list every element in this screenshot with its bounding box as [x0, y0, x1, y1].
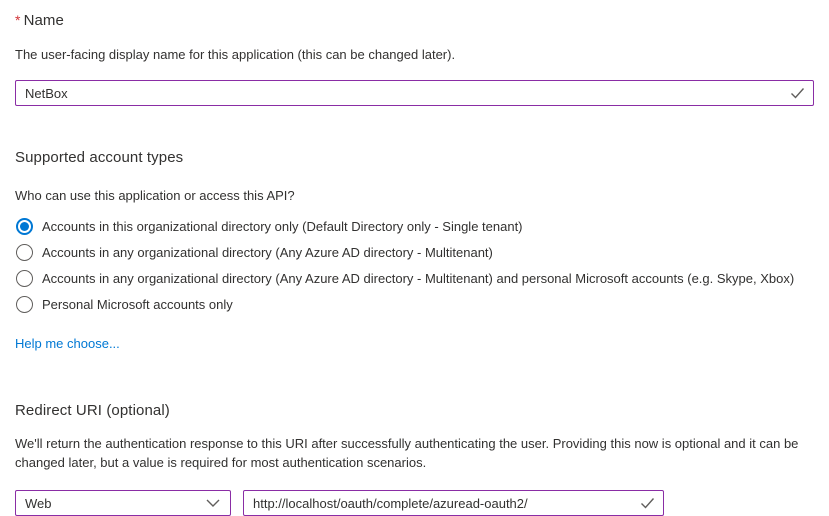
radio-button-icon[interactable] [16, 218, 33, 235]
radio-button-icon[interactable] [16, 244, 33, 261]
redirect-uri-input[interactable] [243, 490, 664, 516]
chevron-down-icon [206, 499, 220, 507]
radio-option-personal-only[interactable] [15, 291, 814, 317]
name-input[interactable] [15, 80, 814, 106]
radio-option-label: Accounts in any organizational directory (Any Azure AD directory - Multitenant) and personal Microsoft accounts (e.g. Skype, Xbox) [42, 270, 795, 286]
account-types-question: Who can use this application or access this API? [15, 188, 295, 203]
radio-option-multitenant-personal[interactable] [15, 265, 814, 291]
radio-option-label: Accounts in any organizational directory (Any Azure AD directory - Multitenant) [42, 244, 493, 260]
account-types-radio-group [15, 213, 814, 317]
name-description: The user-facing display name for this application (this can be changed later). [15, 47, 456, 62]
radio-option-single-tenant[interactable] [15, 213, 814, 239]
name-section-title [15, 12, 814, 29]
redirect-uri-input-container [243, 490, 664, 516]
name-input-container [15, 80, 814, 106]
account-types-title: Supported account types [15, 149, 184, 166]
redirect-uri-title: Redirect URI (optional) [15, 402, 170, 419]
radio-button-icon[interactable] [16, 296, 33, 313]
redirect-uri-description: We'll return the authentication response to this URI after successfully authenticating the user. Providing this now is optional and it can be changed later, but a value is required for most authentication scenarios. [15, 436, 799, 470]
radio-button-icon[interactable] [16, 270, 33, 287]
name-title-text: Name [23, 12, 64, 29]
required-asterisk: * [15, 12, 21, 28]
platform-select-dropdown[interactable] [15, 490, 231, 516]
platform-select-value: Web [25, 495, 52, 511]
radio-option-multitenant[interactable] [15, 239, 814, 265]
radio-option-label: Personal Microsoft accounts only [42, 296, 233, 312]
help-me-choose-link[interactable]: Help me choose... [15, 336, 120, 351]
redirect-uri-controls [15, 490, 814, 516]
radio-option-label: Accounts in this organizational directory only (Default Directory only - Single tenant) [42, 218, 523, 234]
